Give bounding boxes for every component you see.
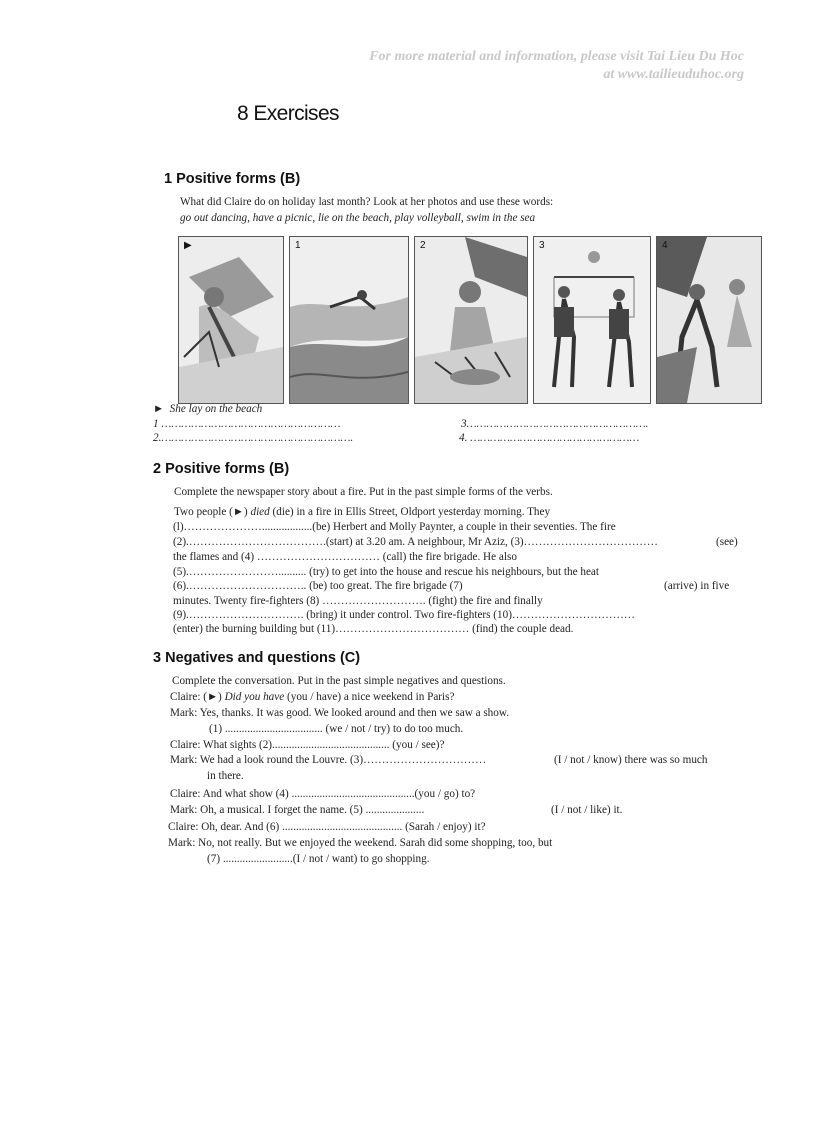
story-line-8: (9).…………………………. (bring) it under control. Two fire-fighters (10)……………………………: [173, 609, 635, 621]
dialogue-text: (you / have) a nice weekend in Paris?: [284, 691, 455, 703]
dialogue-line-5: Mark: We had a look round the Louvre. (3)……………………………: [170, 754, 487, 766]
dialogue-line-11: (7) .........................(I / not / want) to go shopping.: [207, 853, 430, 865]
page-title: 8 Exercises: [237, 102, 339, 125]
dialogue-line-7: Claire: And what show (4) ............................................(you / go) to?: [170, 788, 476, 800]
exercise-1-word-list: go out dancing, have a picnic, lie on the beach, play volleyball, swim in the sea: [180, 212, 536, 224]
picture-label: 3: [539, 240, 545, 251]
dialogue-line-6: in there.: [207, 770, 244, 782]
dancing-illustration: [657, 237, 761, 403]
story-line-3: (2).……………………………….(start) at 3.20 am. A neighbour, Mr Aziz, (3)………………………………: [173, 536, 658, 548]
story-line-4: the flames and (4) …………………………… (call) the fire brigade. He also: [173, 551, 517, 563]
dialogue-line-1: [170, 690, 454, 704]
exercise-2-instruction: Complete the newspaper story about a fire. Put in the past simple forms of the verbs.: [174, 486, 553, 498]
picture-label: 2: [420, 240, 426, 251]
story-text: (die) in a fire in Ellis Street, Oldport yesterday morning. They: [269, 506, 551, 518]
dialogue-line-8-cue: (I / not / like) it.: [551, 804, 623, 816]
dialogue-example-answer: Did you have: [224, 691, 285, 703]
picture-2: [414, 236, 528, 404]
exercise-1-heading: 1 Positive forms (B): [164, 171, 301, 187]
swimming-sea-illustration: [290, 237, 408, 403]
dialogue-line-5-cue: (I / not / know) there was so much: [554, 754, 708, 766]
story-line-6-verb: (arrive) in five: [664, 580, 730, 592]
dialogue-line-10: Mark: No, not really. But we enjoyed the weekend. Sarah did some shopping, too, but: [168, 837, 553, 849]
example-answer: She lay on the beach: [169, 403, 263, 415]
story-line-5: (5).…………………….......... (try) to get into the house and rescue his neighbours, but the heat: [173, 566, 599, 578]
picture-label: 1: [295, 240, 301, 251]
watermark-line-1: For more material and information, please visit Tai Lieu Du Hoc: [369, 49, 744, 64]
story-line-6: (6).………………………….. (be) too great. The fire brigade (7): [173, 580, 463, 592]
story-line-3-verb: (see): [716, 536, 738, 548]
story-text: Two people (►): [174, 506, 251, 518]
exercise-1-example: [153, 402, 262, 416]
answer-line-4: 4. ……………………………………………: [459, 432, 640, 444]
exercise-1-instruction: What did Claire do on holiday last month? Look at her photos and use these words:: [180, 196, 554, 208]
exercise-3-instruction: Complete the conversation. Put in the past simple negatives and questions.: [172, 675, 506, 687]
dialogue-line-9: Claire: Oh, dear. And (6) ........................................... (Sarah / enjoy) it?: [168, 821, 486, 833]
dialogue-text: Claire: (►): [170, 691, 225, 703]
dialogue-line-4: Claire: What sights (2).......................................... (you / see)?: [170, 739, 445, 751]
exercise-3-heading: 3 Negatives and questions (C): [153, 650, 361, 666]
story-line-1: [174, 505, 550, 519]
story-line-7: minutes. Twenty fire-fighters (8) ………………………. (fight) the fire and finally: [173, 595, 543, 607]
watermark-line-2: at www.tailieuduhoc.org: [603, 67, 744, 82]
dialogue-line-2: Mark: Yes, thanks. It was good. We looked around and then we saw a show.: [170, 707, 510, 719]
story-example-answer: died: [250, 506, 270, 518]
dialogue-line-3: (1) ................................... (we / not / try) to do too much.: [209, 723, 464, 735]
dialogue-line-8: Mark: Oh, a musical. I forget the name. (5) .....................: [170, 804, 425, 816]
example-marker: ►: [153, 403, 165, 415]
beach-sunbathing-illustration: [179, 237, 283, 403]
picture-example: [178, 236, 284, 404]
picture-3: [533, 236, 651, 404]
picture-label: 4: [662, 240, 668, 251]
story-line-2: (l)…………………..................(be) Herbert and Molly Paynter, a couple in their seventies. The fire: [173, 521, 616, 533]
answer-line-2: 2.………………………………………………….: [153, 432, 354, 444]
answer-line-1: 1 ………………………………………………: [153, 418, 341, 430]
answer-line-3: 3……………………………………………….: [461, 418, 649, 430]
picture-1: [289, 236, 409, 404]
exercise-2-heading: 2 Positive forms (B): [153, 461, 290, 477]
picture-label: ▶: [184, 240, 192, 251]
story-line-9: (enter) the burning building but (11)……………………………… (find) the couple dead.: [173, 623, 574, 635]
picnic-illustration: [415, 237, 527, 403]
picture-4: [656, 236, 762, 404]
volleyball-illustration: [534, 237, 650, 403]
